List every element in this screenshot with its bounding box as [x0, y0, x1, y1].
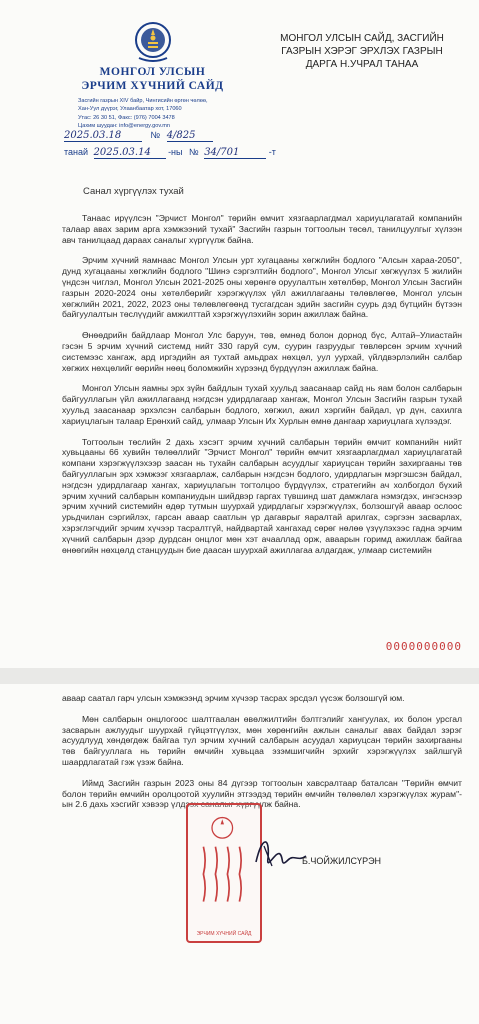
- nii-label: -ны: [168, 147, 183, 157]
- body-paragraph: Эрчим хүчний яамнаас Монгол Улсын урт хугацааны хөгжлийн бодлого "Алсын хараа-2050", дунд хугацааны хөгжлийн бодлого "Шинэ сэргэлтийн бодлого", Монгол Улсыг хөгжүүлэх 5 жилийн үндсэн чиглэл, Монгол Улсын 2021-2025 оны хөрөнгө оруулалтын хөтөлбөр, Монгол Улсын Засгийн газрын 2020-2024 оны хөтөлбөрийг хэрэгжүүлэх үйл ажиллагааны төлөвлөгөө, Монгол улсын хөгжлийн 2021, 2022, 2023 оны төлөвлөгөөнд тусгагдсан эдийн засгийн суурь дэд бүтцийн бүтээн байгуулалтын төслүүдийг амжилттай хэрэгжүүлэхийн зорин ажиллаж байна.: [62, 255, 462, 320]
- signatory-name: Б.ЧОЙЖИЛСҮРЭН: [302, 856, 382, 866]
- body-paragraph: Мөн салбарын онцлогоос шалтгаалан өвөлжилтийн бэлтгэлийг хангуулах, их болон урсгал засварын ажлуудыг шуурхай гүйцэтгүүлэх, мөн хөрөнгийн ажлын саналыг авах байдал зэрэг асуудлууд хөндөгдөж байгаа тул эрчим хүчний салбарын асуудал хариуцсан төрийн захиргааны төв байгууллага нь төрийн өмчийн хувьцаа эзэмшигчийн эрхийг хэрэгжүүлэх зайлшгүй шаардлагатай гэж үзэж байна.: [62, 713, 462, 767]
- outgoing-number: 4/825: [167, 130, 213, 142]
- incoming-number: 34/701: [204, 147, 266, 159]
- letterhead-address: [78, 97, 253, 131]
- body-paragraph: Танаас ирүүлсэн "Эрчист Монгол" төрийн өмчит хязгаарлагдмал хариуцлагатай компанийн талаар авах зарим арга хэмжээний тухай" Засгийн газрын тогтоолын төсөл, танилцуулгыг хүлээн авч танилцаад дараах саналыг хүргүүлж байна.: [62, 213, 462, 245]
- tanai-label: танай: [64, 147, 89, 157]
- outgoing-reference: [64, 130, 213, 142]
- body-paragraph: аваар саатал гарч улсын хэмжээнд эрчим хүчээр тасрах эрсдэл үүсэж болзошгүй юм.: [62, 693, 405, 703]
- recipient-block: [262, 32, 462, 71]
- letter-body-page2: [62, 693, 462, 820]
- address-line: Цахим шуудан: info@energy.gov.mn: [78, 123, 171, 130]
- soyombo-emblem-icon: [133, 20, 173, 64]
- t-label: -т: [268, 147, 276, 157]
- incoming-reference: [64, 147, 276, 159]
- body-paragraph: Өнөөдрийн байдлаар Монгол Улс баруун, төв, өмнөд болон дорнод бүс, Алтай–Улиастайн гэсэн 5 эрчим хүчний системд нийт 330 гаруй сум, суурин газруудыг төвлөрсөн эрчим хүчний системээс хангаж, ард иргэдийн ая тухтай амьдрах нөхцөл, уул уурхай, үйлдвэрлэлийн салбар хөгжих нөхцөлийг өөрийн нөөц боломжийн хүрээнд бүрдүүлэн ажиллаж байна.: [62, 330, 462, 373]
- letter-body-page1: [62, 213, 462, 565]
- body-paragraph: Тогтоолын төслийн 2 дахь хэсэгт эрчим хүчний салбарын төрийн өмчит компанийн нийт хувьцааны 66 хувийн төлөөллийг "Эрчист Монгол" төрийн өмчит хязгаарлагдмал хариуцлагатай компани хэрэгжүүлэхээр заасан нь тухайн салбарын асуудлыг хариуцсан төрийн захиргааны төв байгууллагын эрх хэмжээг хязгаарлаж, салбарын нэгдсэн бодлого, удирдлагын мэргэшсэн байдал, нэгдсэн удирдлагаар хангах, хариуцлагын тогтолцоо бүрдүүлэх, стратегийн ач холбогдол бүхий эрчим хүчний салбарын компаниудын шийдвэр гаргах түвшинд шат дамжлага нэмэгдэх, ингэснээр эрчим хүчний системийн өдөр тутмын шуурхай удирдлагыг хэрэгжүүлэх, болзошгүй аваар ослоос урьдчилан сэргийлэх, гарсан аваар саатлын үр дагаврыг яаралтай арилгах, сэргээн засварлах, хэрэглэгчдийг эрчим хүчээр тасралтгүй, найдвартай хангахад сөрөг нөлөө үзүүлэхээс гадна эрчим хүчний салбарын дээр дурдсан онцлог мөн хэт ачааллад орж, аваарын горимд ажиллаж байгаа өнөөгийн нөхцөлд станцуудын бие даасан шуурхай ажиллагаа алдагдаж, улмаар системийн: [62, 436, 462, 555]
- letter-subject: Санал хүргүүлэх тухай: [83, 186, 184, 197]
- recipient-line: ДАРГА Н.УЧРАЛ ТАНАА: [305, 59, 419, 70]
- recipient-line: МОНГОЛ УЛСЫН САЙД, ЗАСГИЙН: [280, 33, 444, 44]
- number-label: №: [189, 147, 199, 157]
- recipient-line: ГАЗРЫН ХЭРЭГ ЭРХЛЭХ ГАЗРЫН: [281, 46, 443, 57]
- outgoing-date: 2025.03.18: [64, 130, 142, 142]
- number-label: №: [150, 130, 161, 140]
- handwritten-signature-icon: [250, 832, 310, 876]
- address-line: Засгийн газрын XIV байр, Чингисийн өргөн чөлөө,: [78, 98, 208, 104]
- seal-caption: ЭРЧИМ ХҮЧНИЙ САЙД: [196, 931, 252, 937]
- serial-stamp: 0000000000: [385, 640, 462, 653]
- letter-page-2: [0, 684, 479, 1024]
- address-line: Утас: 26 30 51, Факс: (976) 7004 3478: [78, 114, 175, 121]
- body-paragraph: Монгол Улсын яамны эрх зүйн байдлын тухай хуульд заасанаар сайд нь яам болон салбарын байгууллагын үйл ажиллагаанд нэгдсэн удирдлагаар хангаж, Монгол Улсын Засгийн газрын тухай хуульд заасанаар эрхэлсэн салбарын бодлого, хөгжил, ажил хэргийн байдал, үр дүн, сахилга хариуцлагын талаар Ерөнхий сайд, улмаар Улсын Их Хурлын өмнө дангаар хариуцлага хүлээдэг.: [62, 383, 462, 426]
- org-name-line1: МОНГОЛ УЛСЫН: [99, 66, 206, 78]
- org-name-line2: ЭРЧИМ ХҮЧНИЙ САЙД: [81, 80, 224, 92]
- body-paragraph: Иймд Засгийн газрын 2023 оны 84 дүгээр тогтоолын хавсралтаар баталсан "Төрийн өмчит болон төрийн өмчийн оролцоотой хуулийн этгээдэд төрийн өмчийн төлөөлөл хэрэгжүүлэх журам"-ын 2.6 дахь хэсгийг хэвээр үлдээх саналыг хүргүүлж байна.: [62, 777, 462, 810]
- incoming-date: 2025.03.14: [94, 147, 166, 159]
- address-line: Хан-Уул дүүрэг, Улаанбаатар хот, 17060: [78, 106, 182, 113]
